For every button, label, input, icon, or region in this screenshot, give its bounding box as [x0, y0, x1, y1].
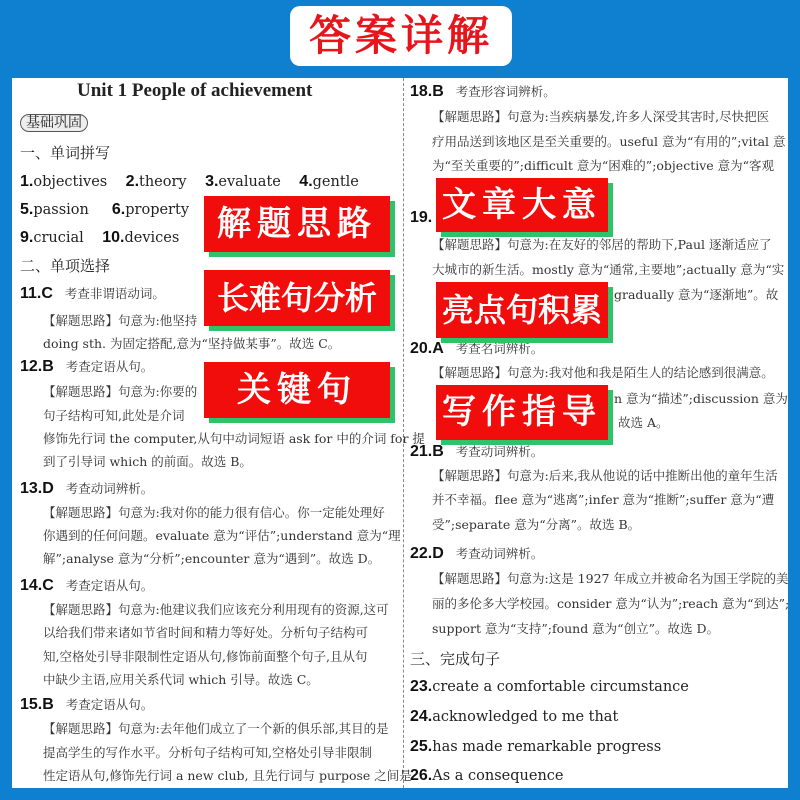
question-header: 12.B 考查定语从句。: [20, 358, 154, 375]
question-header: 11.C 考查非谓语动词。: [20, 285, 165, 302]
question-header: 20.A 考查名词辨析。: [410, 340, 544, 357]
explanation-line: 【解题思路】句意为:在友好的邻居的帮助下,Paul 逐渐适应了: [432, 237, 772, 252]
explanation-line: 大城市的新生活。mostly 意为“通常,主要地”;actually 意为“实: [432, 262, 785, 277]
explanation-line: 【解题思路】句意为:你要的: [43, 384, 198, 399]
explanation-line: 性定语从句,修饰先行词 a new club, 且先行词与 purpose 之间是: [43, 768, 412, 783]
question-header: 13.D 考查动词辨析。: [20, 480, 154, 497]
explanation-line: 并不幸福。flee 意为“逃离”;infer 意为“推断”;suffer 意为“遭: [432, 492, 775, 507]
explanation-line: 【解题思路】句意为:后来,我从他说的话中推断出他的童年生活: [432, 468, 778, 483]
badge-solution-approach: 解题思路: [204, 196, 390, 252]
explanation-line: 解”;analyse 意为“分析”;encounter 意为“遇到”。故选 D。: [43, 551, 381, 566]
explanation-line: n 意为“描述”;discussion 意为: [614, 391, 788, 406]
explanation-line: 【解题思路】句意为:去年他们成立了一个新的俱乐部,其目的是: [43, 721, 389, 736]
explanation-line: 【解题思路】句意为:我对你的能力很有信心。你一定能处理好: [43, 505, 385, 520]
header-title: 答案详解: [308, 11, 493, 60]
explanation-line: 提高学生的写作水平。分析句子结构可知,空格处引导非限制: [43, 745, 372, 760]
word-row: 5.passion 6.property: [20, 201, 190, 218]
explanation-line: 你遇到的任何问题。evaluate 意为“评估”;understand 意为“理: [43, 528, 401, 543]
section-pill-row: [20, 113, 88, 133]
section-heading: 一、单词拼写: [20, 144, 111, 162]
explanation-line: 修饰先行词 the computer,从句中动词短语 ask for 中的介词 for 提: [43, 431, 425, 446]
explanation-line: 【解题思路】句意为:他建议我们应该充分利用现有的资源,这可: [43, 602, 389, 617]
word-row: 1.objectives 2.theory 3.evaluate 4.gentle: [20, 173, 359, 190]
explanation-line: gradually 意为“逐渐地”。故: [614, 287, 779, 302]
explanation-line: 为“至关重要的”;difficult 意为“困难的”;objective 意为“客观: [432, 158, 775, 173]
sentence-answer: 26.As a consequence: [410, 767, 564, 784]
explanation-line: 【解题思路】句意为:我对他和我是陌生人的结论感到很满意。: [432, 365, 774, 380]
explanation-line: 丽的多伦多大学校园。consider 意为“认为”;reach 意为“到达”;: [432, 596, 790, 611]
question-header: 21.B 考查动词辨析。: [410, 443, 544, 460]
explanation-line: 【解题思路】句意为:他坚持: [43, 313, 198, 328]
question-number: 19.: [410, 209, 433, 226]
explanation-line: 【解题思路】句意为:当疾病暴发,许多人深受其害时,尽快把医: [432, 109, 770, 124]
explanation-line: 到了引导词 which 的前面。故选 B。: [43, 454, 252, 469]
explanation-line: 以给我们带来诸如节省时间和精力等好处。分析句子结构可: [43, 625, 369, 640]
badge-highlight-sentences: 亮点句积累: [436, 282, 608, 338]
section-heading: 二、单项选择: [20, 257, 111, 275]
explanation-line: 故选 A。: [618, 415, 669, 430]
question-header: 14.C 考查定语从句。: [20, 577, 154, 594]
unit-title: Unit 1 People of achievement: [77, 80, 313, 101]
sentence-answer: 25.has made remarkable progress: [410, 738, 662, 755]
header-banner: [290, 6, 512, 66]
word-row: 9.crucial 10.devices: [20, 229, 180, 246]
badge-article-summary: 文章大意: [436, 178, 608, 232]
section-heading: 三、完成句子: [410, 650, 501, 668]
question-header: 15.B 考查定语从句。: [20, 696, 154, 713]
badge-long-sentence-analysis: 长难句分析: [204, 270, 390, 326]
explanation-line: 疗用品送到该地区是至关重要的。useful 意为“有用的”;vital 意: [432, 134, 786, 149]
explanation-line: 受”;separate 意为“分离”。故选 B。: [432, 517, 641, 532]
explanation-line: support 意为“支持”;found 意为“创立”。故选 D。: [432, 621, 719, 636]
badge-writing-guide: 写作指导: [436, 385, 608, 440]
explanation-line: 知,空格处引导非限制性定语从句,修饰前面整个句子,且从句: [43, 649, 368, 664]
explanation-line: 【解题思路】句意为:这是 1927 年成立并被命名为国王学院的美: [432, 571, 789, 586]
badge-key-sentence: 关键句: [204, 362, 390, 418]
question-header: 18.B 考查形容词辨析。: [410, 83, 556, 100]
explanation-line: 中缺少主语,应用关系代词 which 引导。故选 C。: [43, 672, 319, 687]
explanation-line: 句子结构可知,此处是介词: [43, 408, 185, 423]
sentence-answer: 23.create a comfortable circumstance: [410, 678, 689, 695]
sentence-answer: 24.acknowledged to me that: [410, 708, 619, 725]
question-header: 22.D 考查动词辨析。: [410, 545, 544, 562]
explanation-line: doing sth. 为固定搭配,意为“坚持做某事”。故选 C。: [43, 336, 341, 351]
section-pill: 基础巩固: [20, 114, 88, 132]
